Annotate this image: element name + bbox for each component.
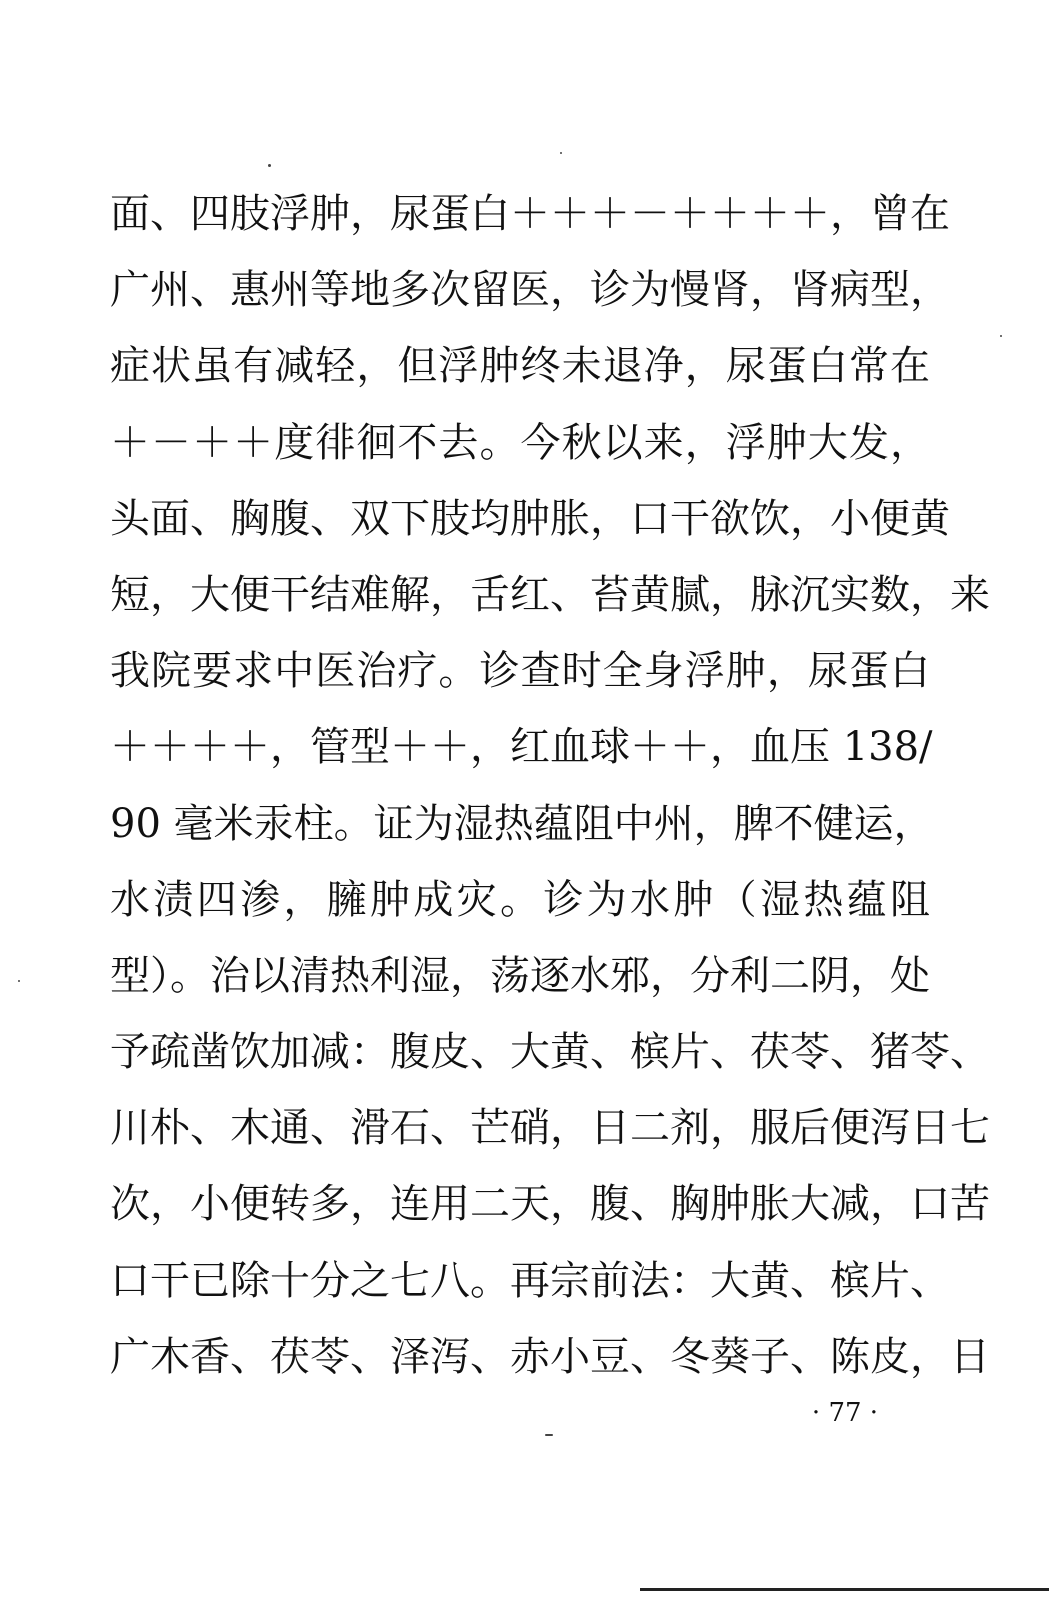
scan-speck	[268, 164, 271, 167]
scan-speck	[560, 152, 562, 154]
text-line: 头面、胸腹、双下肢均肿胀，口干欲饮，小便黄	[110, 495, 950, 542]
text-line: 川朴、木通、滑石、芒硝，日二剂，服后便泻日七	[110, 1105, 990, 1152]
text-line: 面、四肢浮肿，尿蛋白＋＋＋－＋＋＋＋，曾在	[110, 191, 950, 237]
text-line: 90 毫米汞柱。证为湿热蕴阻中州，脾不健运，	[110, 800, 934, 847]
scan-speck	[545, 1434, 553, 1436]
text-line: 次，小便转多，连用二天，腹、胸肿胀大减，口苦	[110, 1181, 990, 1228]
text-line: 水渍四渗，臃肿成灾。诊为水肿（湿热蕴阻	[110, 876, 930, 923]
text-line: 型）。治以清热利湿，荡逐水邪，分利二阴，处	[110, 952, 930, 999]
text-line: 广州、惠州等地多次留医，诊为慢肾，肾病型，	[110, 267, 950, 314]
body-text	[110, 176, 990, 1395]
text-line: 我院要求中医治疗。诊查时全身浮肿，尿蛋白	[110, 648, 930, 695]
text-line: 短，大便干结难解，舌红、苔黄腻，脉沉实数，来	[110, 571, 990, 618]
scan-speck	[1000, 335, 1002, 337]
text-line: 广木香、茯苓、泽泻、赤小豆、冬葵子、陈皮，日	[110, 1333, 990, 1380]
text-line: ＋＋＋＋，管型＋＋，红血球＋＋，血压 138/	[110, 724, 933, 771]
text-line: ＋－＋＋度徘徊不去。今秋以来，浮肿大发，	[110, 419, 930, 466]
text-line: 症状虽有减轻，但浮肿终未退净，尿蛋白常在	[110, 343, 930, 390]
text-line: 予疏凿饮加减：腹皮、大黄、槟片、茯苓、猪苓、	[110, 1029, 990, 1076]
text-line: 口干已除十分之七八。再宗前法：大黄、槟片、	[110, 1257, 950, 1304]
scan-speck	[18, 980, 20, 982]
scan-edge-line	[640, 1588, 1049, 1591]
page-number: · 77 ·	[811, 1398, 879, 1428]
